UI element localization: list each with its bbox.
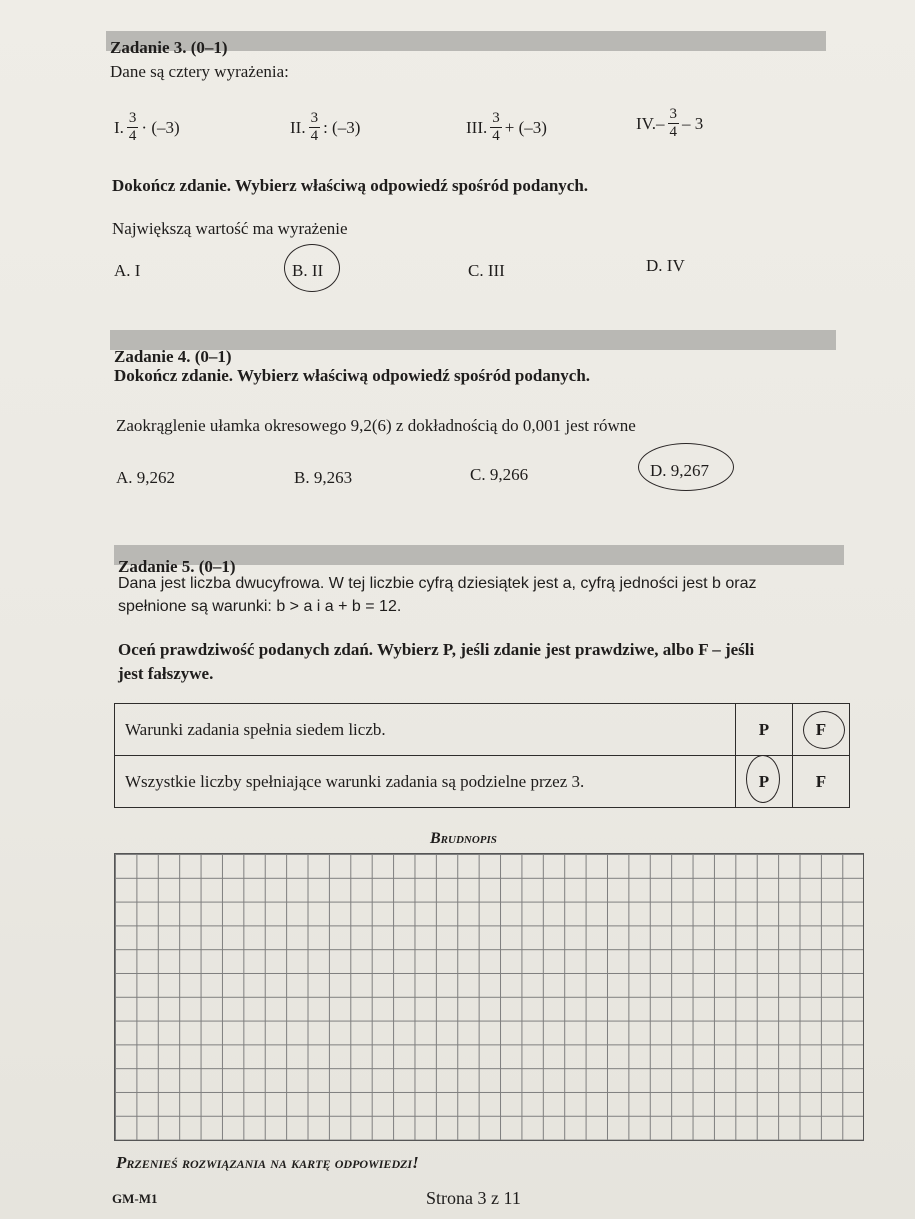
- task5-intro-line2: spełnione są warunki: b > a i a + b = 12.: [118, 598, 402, 615]
- task3-expression-2: II. $\frac{3}{4}$ : (–3): [290, 110, 361, 144]
- table-row: [115, 756, 850, 808]
- task3-option-d[interactable]: D. IV: [646, 256, 685, 275]
- task5-header: Zadanie 5. (0–1): [118, 557, 236, 576]
- footer-page-number: Strona 3 z 11: [426, 1188, 521, 1208]
- scratch-grid: [114, 853, 864, 1141]
- task5-instruction-line2: jest fałszywe.: [118, 664, 214, 683]
- task4-header: Zadanie 4. (0–1): [114, 347, 232, 366]
- task5-intro-line1: Dana jest liczba dwucyfrowa. W tej liczbie cyfrą dziesiątek jest a, cyfrą jedności jest b oraz: [118, 575, 757, 592]
- statement-cell: Warunki zadania spełnia siedem liczb.: [115, 704, 736, 756]
- answer-circle-mark: [746, 755, 780, 803]
- task3-expression-3: III. $\frac{3}{4}$ + (–3): [466, 110, 547, 144]
- statement-cell: Wszystkie liczby spełniające warunki zadania są podzielne przez 3.: [115, 756, 736, 808]
- task4-option-a[interactable]: A. 9,262: [116, 468, 176, 487]
- choice-p-cell[interactable]: P: [736, 704, 793, 756]
- task3-intro: Dane są cztery wyrażenia:: [110, 62, 289, 81]
- task4-question: Zaokrąglenie ułamka okresowego 9,2(6) z dokładnością do 0,001 jest równe: [116, 416, 636, 435]
- task3-header: Zadanie 3. (0–1): [110, 38, 228, 57]
- task4-option-b[interactable]: B. 9,263: [294, 468, 353, 487]
- task3-expression-4: IV. – $\frac{3}{4}$ – 3: [636, 106, 704, 140]
- task5-instruction-line1: Oceń prawdziwość podanych zdań. Wybierz P, jeśli zdanie jest prawdziwe, albo F – jeśli: [118, 640, 755, 659]
- choice-f-cell[interactable]: F: [793, 704, 850, 756]
- choice-f-cell[interactable]: F: [793, 756, 850, 808]
- answer-circle-mark: [638, 443, 734, 491]
- answer-circle-mark: [284, 244, 340, 292]
- task4-option-d[interactable]: D. 9,267: [650, 461, 710, 480]
- task3-question: Największą wartość ma wyrażenie: [112, 219, 348, 238]
- task4-instruction: Dokończ zdanie. Wybierz właściwą odpowiedź spośród podanych.: [114, 366, 591, 385]
- scratch-title: Brudnopis: [430, 830, 497, 847]
- footer-notice: Przenieś rozwiązania na kartę odpowiedzi!: [116, 1153, 419, 1172]
- answer-circle-mark: [803, 711, 845, 749]
- task3-option-a[interactable]: A. I: [114, 261, 141, 280]
- task3-instruction: Dokończ zdanie. Wybierz właściwą odpowiedź spośród podanych.: [112, 176, 589, 195]
- task3-expression-1: I. $\frac{3}{4}$ · (–3): [114, 110, 180, 144]
- task4-option-c[interactable]: C. 9,266: [470, 465, 529, 484]
- true-false-table: [114, 703, 850, 808]
- table-row: [115, 704, 850, 756]
- task3-option-c[interactable]: C. III: [468, 261, 505, 280]
- task3-option-b[interactable]: B. II: [292, 261, 324, 280]
- footer-code: GM-M1: [112, 1191, 158, 1206]
- choice-p-cell[interactable]: P: [736, 756, 793, 808]
